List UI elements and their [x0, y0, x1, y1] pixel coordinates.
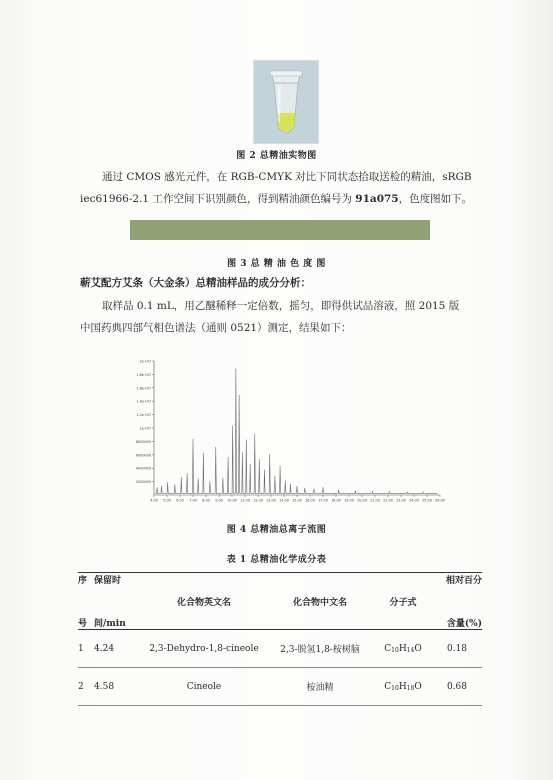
- peak-point: [254, 434, 255, 435]
- peak-point: [285, 481, 286, 482]
- peak-point: [181, 477, 182, 478]
- peak-point: [215, 447, 216, 448]
- x-tick-label: 11.00: [240, 498, 250, 503]
- header-english-name: 化合物英文名: [176, 597, 231, 608]
- x-tick-label: 22.00: [383, 498, 393, 503]
- header-seq-bottom: 号: [78, 619, 88, 629]
- header-content-bottom: 含量(%): [446, 619, 482, 629]
- peak-point: [161, 486, 162, 487]
- header-content: [432, 573, 482, 630]
- y-tick-label: 1.4e+07: [136, 399, 151, 404]
- paragraph-text: iec61966-2.1 工作空间下识别颜色，得到精油颜色编号为: [80, 193, 356, 205]
- color-swatch: [130, 220, 430, 240]
- x-tick-label: 23.00: [396, 498, 406, 503]
- cell-english: Cineole: [186, 681, 222, 692]
- peak-point: [423, 492, 424, 493]
- header-rt-bottom: 间/min: [94, 619, 126, 629]
- cell-formula: C10H18O: [384, 681, 422, 692]
- total-ion-chromatogram: [120, 355, 450, 515]
- chromatogram-trace: [155, 369, 437, 494]
- peak-point: [264, 470, 265, 471]
- paragraph-line: 通过 CMOS 感光元件，在 RGB-CMYK 对比下同状态拾取送检的精油，sRGB: [102, 171, 472, 183]
- y-tick-label: 1e+07: [139, 426, 151, 431]
- x-tick-label: 26.00: [435, 498, 445, 503]
- table-header-row: [78, 573, 482, 630]
- table1-caption: 表 1 总精油化学成分表: [226, 555, 327, 565]
- peak-point: [242, 452, 243, 453]
- cell-formula: C10H14O: [384, 643, 422, 654]
- cell-seq: 1: [78, 643, 84, 654]
- y-tick-label: 1.6e+07: [136, 386, 151, 391]
- header-seq: [78, 573, 94, 630]
- y-tick-label: 8000000: [135, 439, 151, 444]
- header-seq-top: 序: [78, 576, 88, 586]
- cell-seq: 2: [78, 681, 84, 692]
- cell-content: 0.68: [446, 681, 468, 692]
- peak-point: [280, 466, 281, 467]
- cell-rt: 4.58: [94, 681, 115, 692]
- y-tick-label: 1.8e+07: [136, 372, 151, 377]
- peak-point: [290, 484, 291, 485]
- formula-c-count: 10: [391, 684, 399, 692]
- peak-point: [314, 489, 315, 490]
- x-tick-label: 20.00: [357, 498, 367, 503]
- peak-point: [239, 395, 240, 396]
- vial-image: [254, 61, 318, 143]
- peak-point: [157, 487, 158, 488]
- peak-point: [198, 479, 199, 480]
- formula-h-count: 18: [406, 684, 415, 692]
- y-tick-label: 2e+07: [139, 359, 151, 364]
- peak-point: [389, 491, 390, 492]
- fig4-caption: 图 4 总精油总离子流图: [226, 525, 327, 535]
- cell-chinese: 桉油精: [306, 683, 334, 693]
- peak-point: [304, 488, 305, 489]
- peak-point: [259, 459, 260, 460]
- cell-content: 0.18: [446, 643, 468, 654]
- peak-point: [174, 485, 175, 486]
- peak-point: [338, 490, 339, 491]
- x-tick-label: 9.00: [215, 498, 223, 503]
- table-row: [78, 630, 482, 668]
- x-tick-label: 5.00: [163, 498, 171, 503]
- paragraph-line: 取样品 0.1 mL，用乙醚稀释一定倍数，摇匀，即得供试品溶液，照 2015 版: [102, 300, 460, 312]
- x-tick-label: 19.00: [344, 498, 354, 503]
- x-tick-label: 15.00: [292, 498, 302, 503]
- x-tick-label: 13.00: [266, 498, 276, 503]
- fig3-caption: 图 3 总 精 油 色 度 图: [227, 259, 326, 269]
- y-tick-label: 6000000: [135, 453, 151, 458]
- peak-point: [323, 487, 324, 488]
- peak-point: [250, 464, 251, 465]
- peak-point: [223, 478, 224, 479]
- x-tick-label: 21.00: [370, 498, 380, 503]
- peak-point: [203, 453, 204, 454]
- x-tick-label: 18.00: [331, 498, 341, 503]
- composition-table: [78, 572, 482, 706]
- peak-point: [210, 481, 211, 482]
- x-tick-label: 17.00: [318, 498, 328, 503]
- x-tick-label: 4.00: [150, 498, 158, 503]
- peak-point: [297, 486, 298, 487]
- table-row: [78, 668, 482, 706]
- formula-h-count: 14: [406, 646, 415, 654]
- y-tick-label: 1.2e+07: [136, 413, 151, 418]
- peak-point: [246, 440, 247, 441]
- header-content-top: 相对百分: [445, 576, 482, 586]
- paragraph-text: ，色度图如下。: [398, 193, 473, 205]
- section-heading: 蕲艾配方艾条（大金条）总精油样品的成分分析：: [80, 277, 311, 289]
- y-tick-label: 4000000: [135, 466, 151, 471]
- peak-point: [355, 491, 356, 492]
- paragraph-line: 中国药典四部气相色谱法（通则 0521）测定，结果如下：: [80, 322, 352, 334]
- header-chinese-name: 化合物中文名: [292, 597, 347, 608]
- header-retention-time: [94, 573, 142, 630]
- x-tick-label: 24.00: [409, 498, 419, 503]
- header-rt-top: 保留时: [94, 576, 122, 586]
- header-formula: 分子式: [389, 597, 417, 608]
- x-tick-label: 14.00: [279, 498, 289, 503]
- x-tick-label: 6.00: [176, 498, 184, 503]
- y-tick-label: 2000000: [135, 480, 151, 485]
- peak-point: [269, 454, 270, 455]
- fig2-caption: 图 2 总精油实物图: [236, 151, 317, 161]
- x-tick-label: 8.00: [202, 498, 210, 503]
- essential-oil-photo: [253, 60, 319, 144]
- cell-english: 2,3-Dehydro-1,8-cineole: [149, 643, 259, 654]
- cell-rt: 4.24: [94, 643, 115, 654]
- peak-point: [232, 426, 233, 427]
- peak-point: [187, 473, 188, 474]
- peak-point: [193, 439, 194, 440]
- peak-point: [407, 492, 408, 493]
- x-tick-label: 25.00: [422, 498, 432, 503]
- peak-point: [372, 491, 373, 492]
- x-tick-label: 10.00: [227, 498, 237, 503]
- x-tick-label: 7.00: [189, 498, 197, 503]
- peak-point: [275, 476, 276, 477]
- paragraph-line: [80, 189, 472, 210]
- x-tick-label: 16.00: [305, 498, 315, 503]
- x-tick-label: 12.00: [253, 498, 263, 503]
- formula-c-count: 10: [391, 646, 399, 654]
- peak-point: [228, 457, 229, 458]
- color-code: 91a075: [355, 193, 399, 205]
- cell-chinese: 2,3-脱氢1,8-桉树脑: [280, 645, 360, 655]
- peak-point: [236, 369, 237, 370]
- peak-point: [167, 483, 168, 484]
